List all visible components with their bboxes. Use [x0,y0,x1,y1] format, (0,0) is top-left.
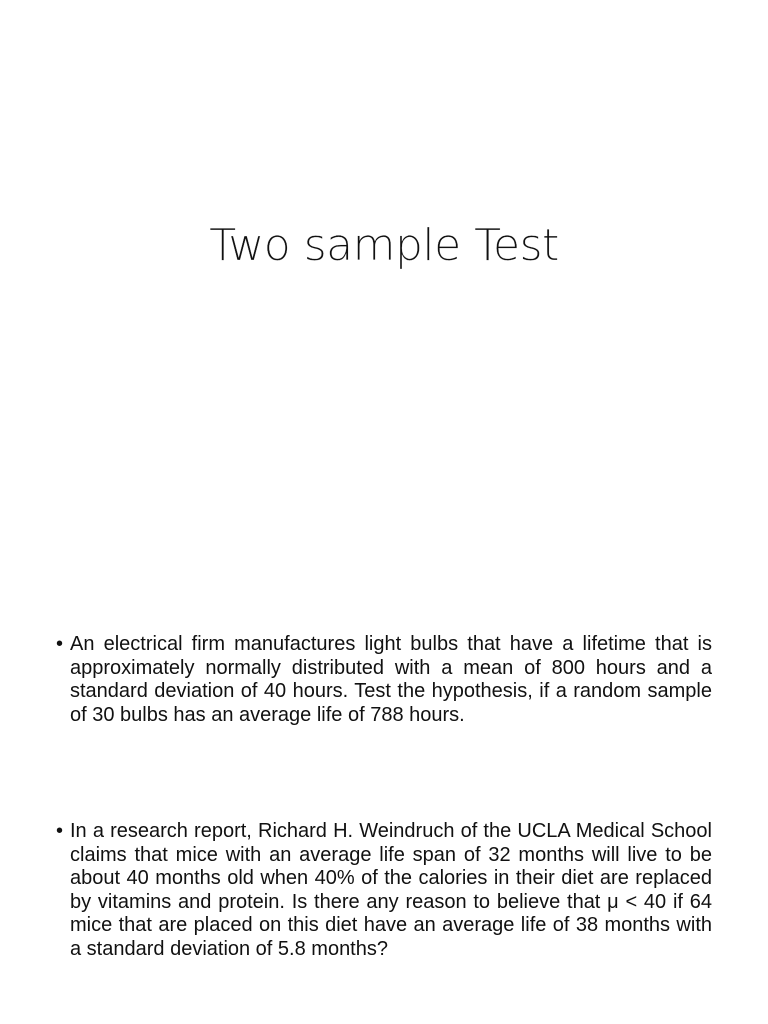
list-item [56,820,712,961]
bullet-text-light-bulbs: An electrical firm manufactures light bulbs that have a lifetime that is approximately normally distributed with a mean of 800 hours and a standard deviation of 40 hours. Test the hypothesis, if a random sample of 30 bulbs has an average life of 788 hours. [70,633,712,726]
slide-title: Two sample Test [209,220,559,271]
list-item [56,633,712,727]
bullet-marker: • [56,820,64,842]
bullet-marker: • [56,633,64,655]
bullet-text-mice-study: In a research report, Richard H. Weindruch of the UCLA Medical School claims that mice with an average life span of 32 months will live to be about 40 months old when 40% of the calories in their diet are replaced by vitamins and protein. Is there any reason to believe that μ < 40 if 64 mice that are placed on this diet have an average life of 38 months with a standard deviation of 5.8 months? [70,820,712,960]
